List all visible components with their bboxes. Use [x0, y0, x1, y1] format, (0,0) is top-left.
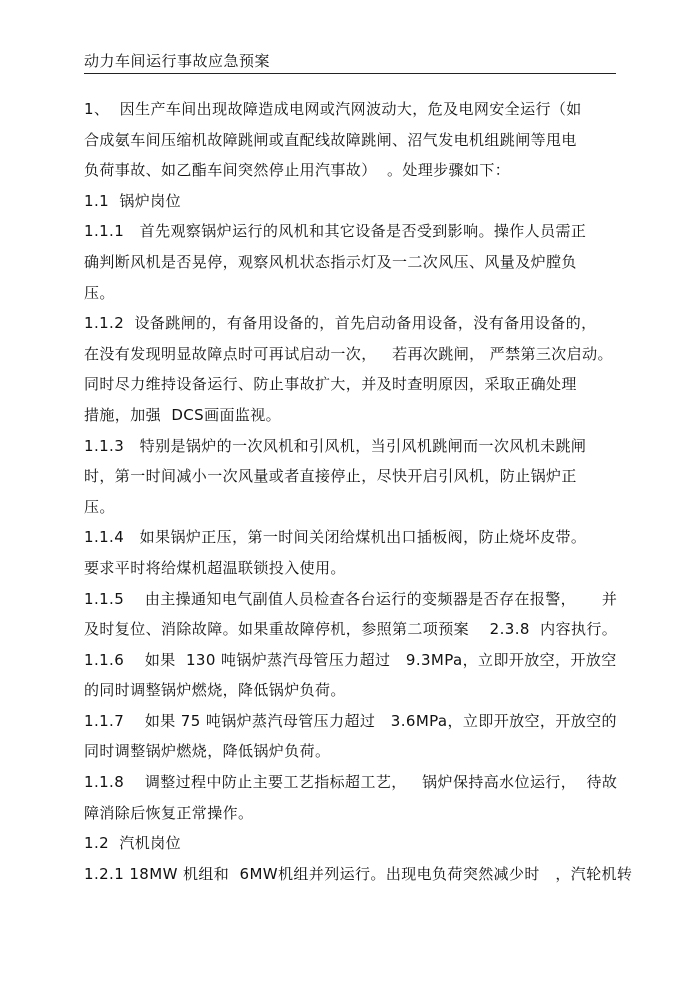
text-line: 的同时调整锅炉燃烧，降低锅炉负荷。 — [84, 681, 346, 700]
text-line: 在没有发现明显故障点时可再试启动一次， 若再次跳闸， 严禁第三次启动。 — [84, 344, 613, 363]
section-heading: 1.1 锅炉岗位 — [84, 191, 181, 210]
text-line: 1.1.6 如果 130 吨锅炉蒸汽母管压力超过 9.3MPa，立即开放空，开放空 — [84, 650, 617, 669]
text-line: 1.1.4 如果锅炉正压，第一时间关闭给煤机出口插板阀，防止烧坏皮带。 — [84, 528, 587, 547]
text-line: 措施，加强 DCS画面监视。 — [84, 405, 282, 424]
text-line: 同时尽力维持设备运行、防止事故扩大，并及时查明原因，采取正确处理 — [84, 375, 577, 394]
text-line: 1.1.3 特别是锅炉的一次风机和引风机，当引风机跳闸而一次风机未跳闸 — [84, 436, 587, 455]
text-line: 确判断风机是否晃停，观察风机状态指示灯及一二次风压、风量及炉膛负 — [84, 252, 577, 271]
text-line: 1.1.1 首先观察锅炉运行的风机和其它设备是否受到影响。操作人员需正 — [84, 222, 587, 241]
text-line: 及时复位、消除故障。如果重故障停机，参照第二项预案 2.3.8 内容执行。 — [84, 620, 618, 639]
text-line: 1.2.1 18MW 机组和 6MW机组并列运行。出现电负荷突然减少时 ，汽轮机转 — [84, 864, 633, 883]
text-line: 1.1.5 由主操通知电气副值人员检查各台运行的变频器是否存在报警， 并 — [84, 589, 618, 608]
text-line: 合成氨车间压缩机故障跳闸或直配线故障跳闸、沼气发电机组跳闸等甩电 — [84, 130, 577, 149]
text-line: 压。 — [84, 497, 115, 516]
text-line: 1.1.8 调整过程中防止主要工艺指标超工艺， 锅炉保持高水位运行， 待故 — [84, 773, 618, 792]
header-divider — [84, 73, 616, 74]
text-line: 1.1.2 设备跳闸的，有备用设备的，首先启动备用设备，没有备用设备的， — [84, 314, 597, 333]
page-header-title: 动力车间运行事故应急预案 — [84, 52, 271, 70]
text-line: 1、 因生产车间出现故障造成电网或汽网波动大，危及电网安全运行（如 — [84, 100, 582, 118]
document-body — [84, 94, 633, 889]
text-line: 要求平时将给煤机超温联锁投入使用。 — [84, 558, 346, 577]
text-line: 时，第一时间减小一次风量或者直接停止，尽快开启引风机，防止锅炉正 — [84, 467, 577, 486]
section-heading: 1.2 汽机岗位 — [84, 834, 181, 853]
text-line: 负荷事故、如乙酯车间突然停止用汽事故） 。处理步骤如下： — [84, 161, 511, 180]
text-line: 障消除后恢复正常操作。 — [84, 803, 254, 822]
text-line: 1.1.7 如果 75 吨锅炉蒸汽母管压力超过 3.6MPa，立即开放空，开放空的 — [84, 711, 617, 730]
text-line: 同时调整锅炉燃烧，降低锅炉负荷。 — [84, 742, 331, 761]
text-line: 压。 — [84, 283, 115, 302]
